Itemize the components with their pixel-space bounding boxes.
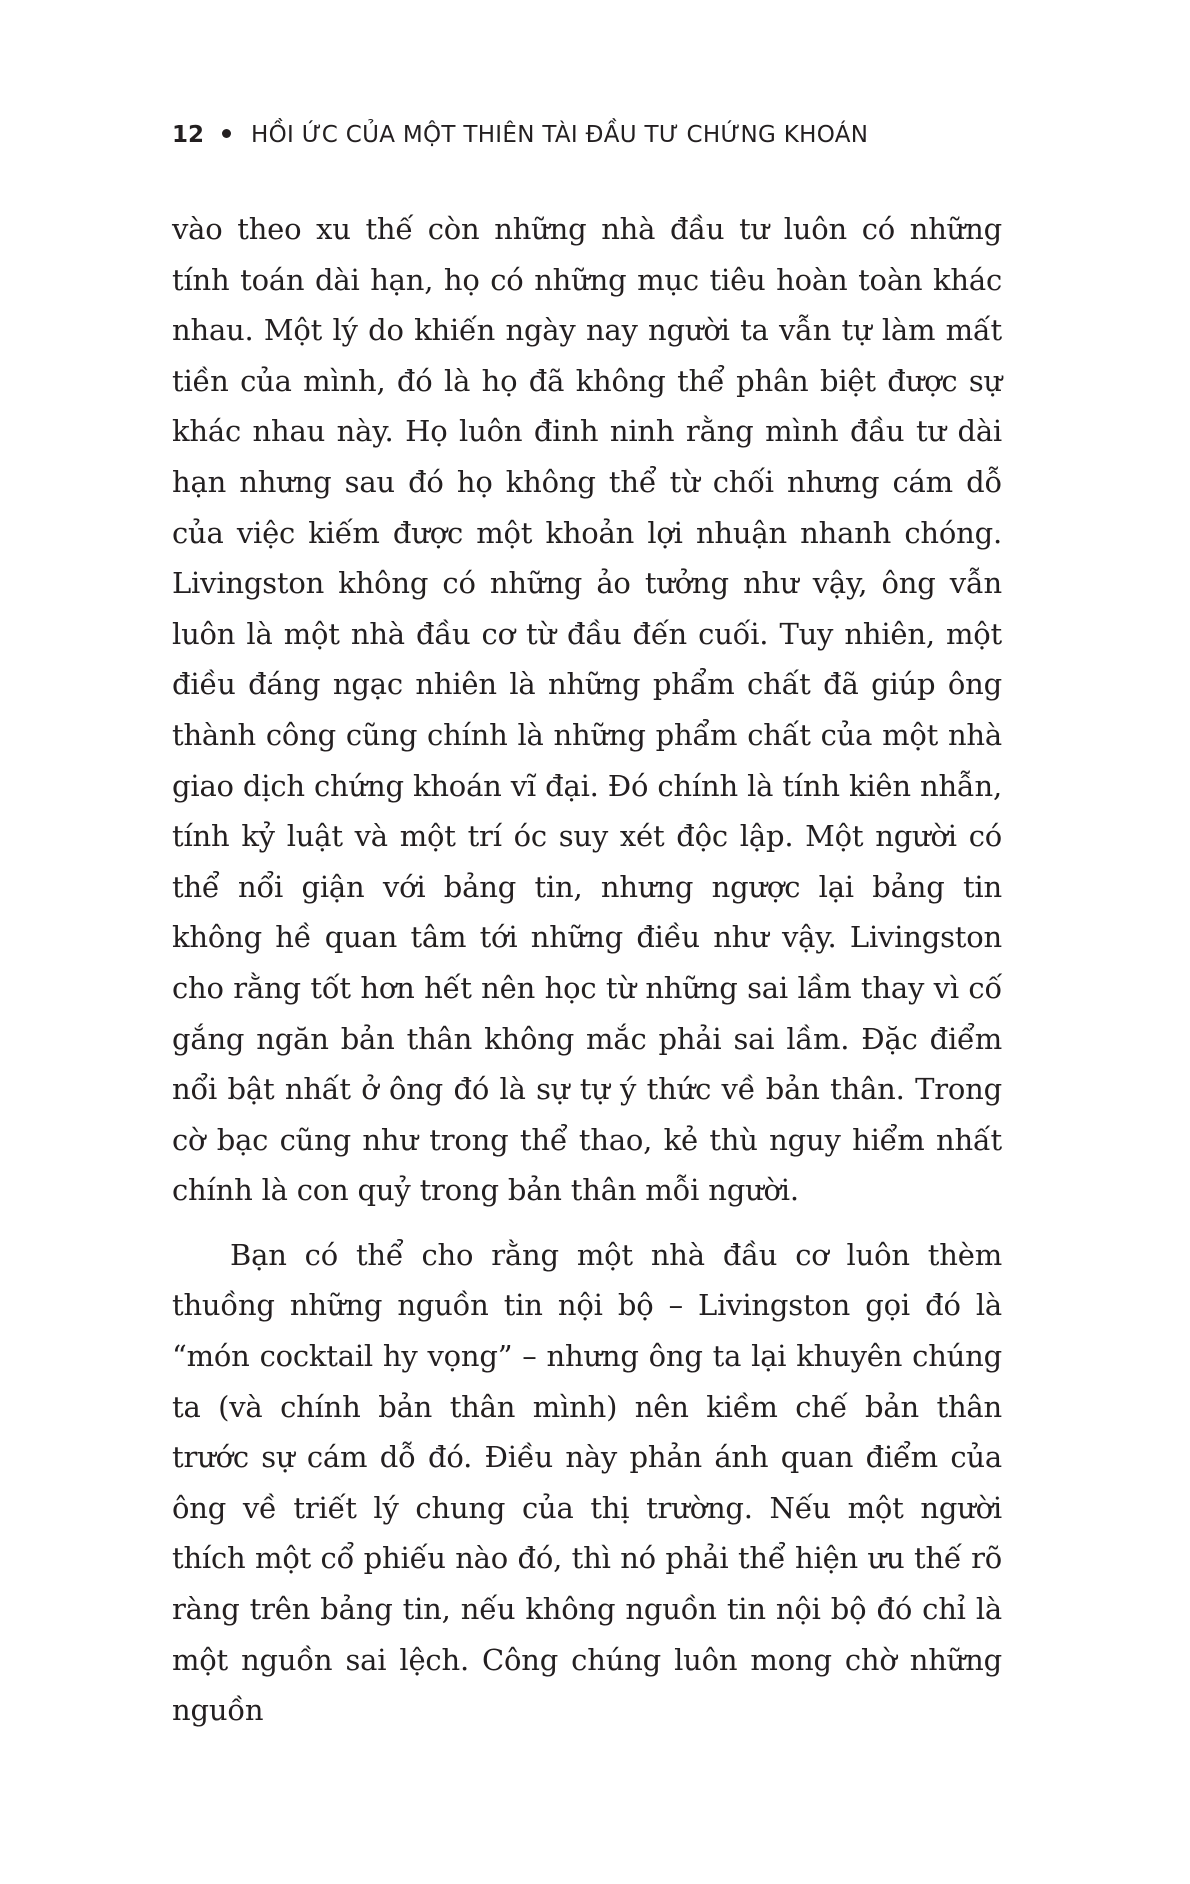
paragraph: vào theo xu thế còn những nhà đầu tư luôn có những tính toán dài hạn, họ có những mục tiêu hoàn toàn khác nhau. Một lý do khiến ngày nay người ta vẫn tự làm mất tiền của mình, đó là họ đã không thể phân biệt được sự khác nhau này. Họ luôn đinh ninh rằng mình đầu tư dài hạn nhưng sau đó họ không thể từ chối nhưng cám dỗ của việc kiếm được một khoản lợi nhuận nhanh chóng. Livingston không có những ảo tưởng như vậy, ông vẫn luôn là một nhà đầu cơ từ đầu đến cuối. Tuy nhiên, một điều đáng ngạc nhiên là những phẩm chất đã giúp ông thành công cũng chính là những phẩm chất của một nhà giao dịch chứng khoán vĩ đại. Đó chính là tính kiên nhẫn, tính kỷ luật và một trí óc suy xét độc lập. Một người có thể nổi giận với bảng tin, nhưng ngược lại bảng tin không hề quan tâm tới những điều như vậy. Livingston cho rằng tốt hơn hết nên học từ những sai lầm thay vì cố gắng ngăn bản thân không mắc phải sai lầm. Đặc điểm nổi bật nhất ở ông đó là sự tự ý thức về bản thân. Trong cờ bạc cũng như trong thể thao, kẻ thù nguy hiểm nhất chính là con quỷ trong bản thân mỗi người. (172, 212, 1002, 1208)
book-title: HỒI ỨC CỦA MỘT THIÊN TÀI ĐẦU TƯ CHỨNG KHOÁN (251, 122, 869, 148)
body-text (172, 204, 1002, 1736)
running-header (172, 120, 1032, 150)
page-number: 12 (172, 122, 205, 148)
paragraph: Bạn có thể cho rằng một nhà đầu cơ luôn thèm thuồng những nguồn tin nội bộ – Livingston gọi đó là “món cocktail hy vọng” – nhưng ông ta lại khuyên chúng ta (và chính bản thân mình) nên kiềm chế bản thân trước sự cám dỗ đó. Điều này phản ánh quan điểm của ông về triết lý chung của thị trường. Nếu một người thích một cổ phiếu nào đó, thì nó phải thể hiện ưu thế rõ ràng trên bảng tin, nếu không nguồn tin nội bộ đó chỉ là một nguồn sai lệch. Công chúng luôn mong chờ những nguồn (172, 1237, 1002, 1728)
bullet-icon (222, 129, 231, 138)
